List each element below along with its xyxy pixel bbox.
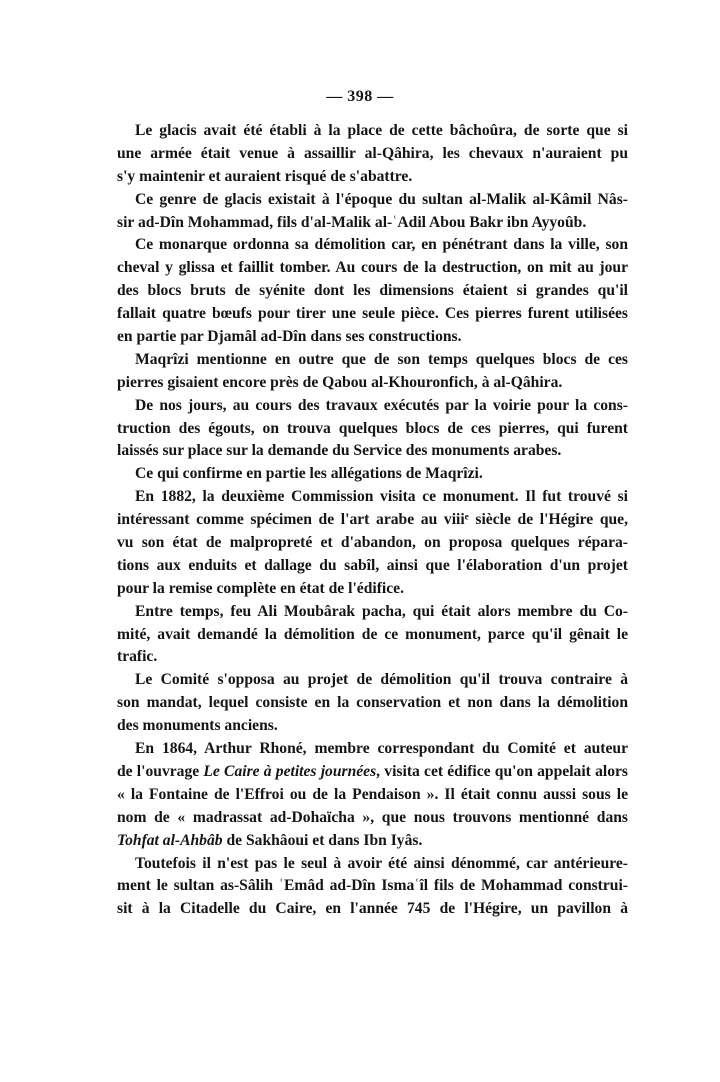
text-line xyxy=(117,234,628,257)
text-line xyxy=(117,166,628,189)
text-line xyxy=(117,280,628,303)
text-segment: sir ad-Dîn Mohammad, fils d'al-Malik al-ʿAdil Abou Bakr ibn Ayyoûb. xyxy=(117,213,587,231)
text-segment: de l'ouvrage xyxy=(117,762,204,780)
text-line xyxy=(117,257,628,280)
paragraph xyxy=(117,601,628,670)
text-segment: tions aux enduits et dallage du sabîl, ainsi que l'élaboration d'un projet xyxy=(117,556,628,574)
text-segment: Maqrîzi mentionne en outre que de son temps quelques blocs de ces xyxy=(135,350,628,368)
page-number: — 398 — xyxy=(326,88,394,105)
text-line xyxy=(117,646,628,669)
text-line xyxy=(117,898,628,921)
text-segment: trafic. xyxy=(117,648,158,666)
text-line xyxy=(117,784,628,807)
text-segment: Ce genre de glacis existait à l'époque du sultan al-Malik al-Kâmil Nâs- xyxy=(135,190,628,208)
text-line xyxy=(117,669,628,692)
text-line xyxy=(117,120,628,143)
text-segment: laissés sur place sur la demande du Service des monuments arabes. xyxy=(117,442,562,460)
text-segment: , visita cet édifice qu'on appelait alors xyxy=(376,762,628,780)
text-segment: En 1864, Arthur Rhoné, membre correspondant du Comité et auteur xyxy=(135,740,628,758)
paragraph xyxy=(117,189,628,235)
body-text xyxy=(117,120,628,921)
text-line xyxy=(117,830,628,853)
text-line xyxy=(117,807,628,830)
text-segment: Ce monarque ordonna sa démolition car, en pénétrant dans la ville, son xyxy=(135,236,628,254)
text-line xyxy=(117,486,628,509)
text-line xyxy=(117,212,628,235)
text-segment: s'y maintenir et auraient risqué de s'abattre. xyxy=(117,167,413,185)
paragraph xyxy=(117,486,628,600)
text-segment: Le glacis avait été établi à la place de cette bâchoûra, de sorte que si xyxy=(135,122,628,139)
text-line xyxy=(117,875,628,898)
paragraph xyxy=(117,669,628,738)
text-line xyxy=(117,303,628,326)
text-segment: des blocs bruts de syénite dont les dimensions étaient si grandes qu'il xyxy=(117,282,628,300)
text-segment: ment le sultan as-Sâlih ʿEmâd ad-Dîn Ismaʿîl fils de Mohammad construi- xyxy=(117,877,628,895)
italic-title: Le Caire à petites journées xyxy=(203,762,377,780)
text-segment: « la Fontaine de l'Effroi ou de la Pendaison ». Il était connu aussi sous le xyxy=(117,785,628,803)
text-line xyxy=(117,532,628,555)
text-line xyxy=(117,624,628,647)
text-segment: pierres gisaient encore près de Qabou al-Khouronfich, à al-Qâhira. xyxy=(117,373,563,391)
text-segment: en partie par Djamâl ad-Dîn dans ses constructions. xyxy=(117,328,462,346)
paragraph xyxy=(117,463,628,486)
text-segment: vu son état de malpropreté et d'abandon, on proposa quelques répara- xyxy=(117,534,628,552)
text-line xyxy=(117,143,628,166)
paragraph xyxy=(117,853,628,922)
text-segment: De nos jours, au cours des travaux exécutés par la voirie pour la cons- xyxy=(135,396,628,414)
text-line xyxy=(117,372,628,395)
paragraph xyxy=(117,738,628,852)
text-segment: Le Comité s'opposa au projet de démolition qu'il trouva contraire à xyxy=(135,671,628,689)
text-line xyxy=(117,692,628,715)
text-segment: cheval y glissa et faillit tomber. Au cours de la destruction, on mit au jour xyxy=(117,259,628,277)
text-line xyxy=(117,509,628,532)
text-line xyxy=(117,601,628,624)
text-segment: Entre temps, feu Ali Moubârak pacha, qui était alors membre du Co- xyxy=(135,602,628,620)
text-segment: Toutefois il n'est pas le seul à avoir été ainsi dénommé, car antérieure- xyxy=(135,854,628,872)
text-segment: mité, avait demandé la démolition de ce monument, parce qu'il gênait le xyxy=(117,625,628,643)
text-line xyxy=(117,440,628,463)
text-segment: Ce qui confirme en partie les allégations de Maqrîzi. xyxy=(135,465,483,483)
paragraph xyxy=(117,234,628,348)
text-line xyxy=(117,326,628,349)
text-segment: En 1882, la deuxième Commission visita ce monument. Il fut trouvé si xyxy=(135,488,628,506)
text-line xyxy=(117,555,628,578)
text-segment: sit à la Citadelle du Caire, en l'année 745 de l'Hégire, un pavillon à xyxy=(117,900,628,918)
italic-title: Tohfat al-Ahbâb xyxy=(117,831,223,849)
text-segment: des monuments anciens. xyxy=(117,717,278,735)
text-segment: pour la remise complète en état de l'édifice. xyxy=(117,579,404,597)
text-segment: fallait quatre bœufs pour tirer une seule pièce. Ces pierres furent utilisées xyxy=(117,305,628,323)
text-segment: nom de « madrassat ad-Dohaïcha », que nous trouvons mentionné dans xyxy=(117,808,628,826)
text-line xyxy=(117,578,628,601)
paragraph xyxy=(117,120,628,189)
text-line xyxy=(117,761,628,784)
text-segment: une armée était venue à assaillir al-Qâhira, les chevaux n'auraient pu xyxy=(117,144,628,162)
paragraph xyxy=(117,395,628,464)
paragraph xyxy=(117,349,628,395)
text-segment: truction des égouts, on trouva quelques blocs de ces pierres, qui furent xyxy=(117,419,628,437)
text-line xyxy=(117,463,628,486)
text-segment: son mandat, lequel consiste en la conservation et non dans la démolition xyxy=(117,694,628,712)
text-line xyxy=(117,738,628,761)
text-line xyxy=(117,395,628,418)
text-segment: de Sakhâoui et dans Ibn Iyâs. xyxy=(222,831,423,849)
text-line xyxy=(117,189,628,212)
text-line xyxy=(117,418,628,441)
text-line xyxy=(117,853,628,876)
text-line xyxy=(117,715,628,738)
text-line xyxy=(117,349,628,372)
text-segment: intéressant comme spécimen de l'art arabe au viiiᵉ siècle de l'Hégire que, xyxy=(117,511,628,529)
